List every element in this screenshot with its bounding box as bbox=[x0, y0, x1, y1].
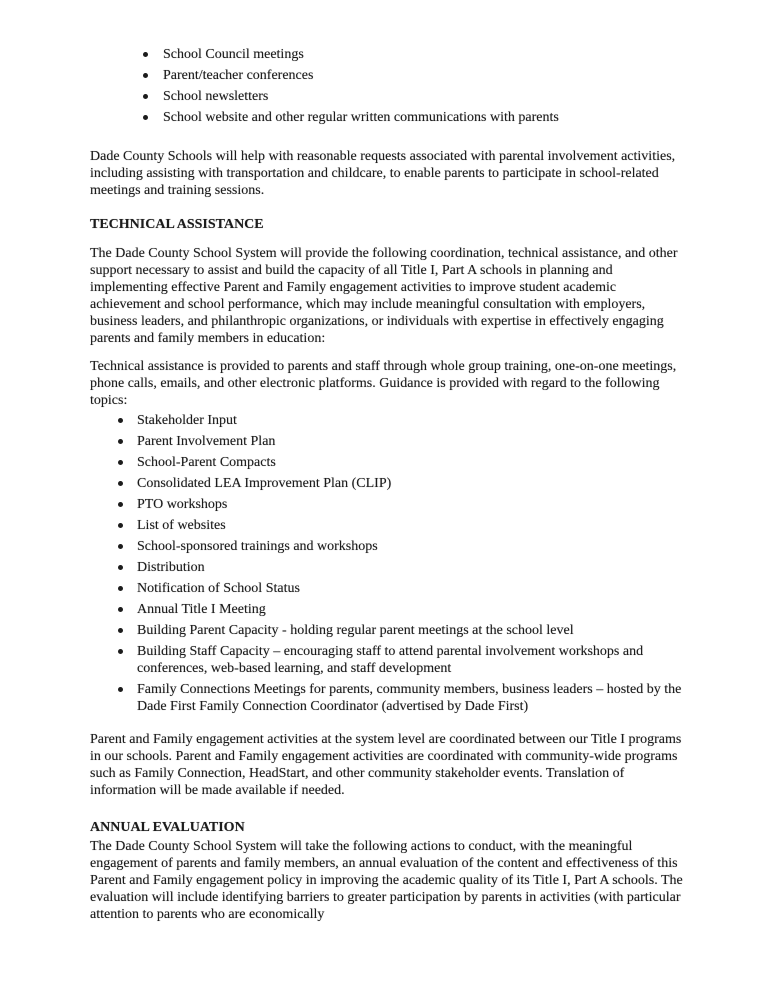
list-item: Parent Involvement Plan bbox=[90, 433, 685, 450]
document-content bbox=[90, 46, 685, 923]
paragraph-annual-evaluation-intro: The Dade County School System will take the following actions to conduct, with the meaningful engagement of parents and family members, an annual evaluation of the content and effectiveness of this Parent and Family engagement policy in improving the academic quality of its Title I, Part A schools. The evaluation will include identifying barriers to greater participation by parents in activities (with particular attention to parents who are economically bbox=[90, 839, 683, 922]
paragraph-assistance-requests: Dade County Schools will help with reasonable requests associated with parental involvement activities, including assisting with transportation and childcare, to enable parents to participate in school-related meetings and training sessions. bbox=[90, 149, 676, 198]
list-item: Family Connections Meetings for parents, community members, business leaders – hosted by the Dade First Family Connection Coordinator (advertised by Dade First) bbox=[90, 681, 685, 715]
list-item: PTO workshops bbox=[90, 496, 685, 513]
list-item: Parent/teacher conferences bbox=[90, 67, 685, 84]
list-item: School website and other regular written communications with parents bbox=[90, 109, 685, 126]
guidance-topics-list bbox=[90, 412, 685, 715]
list-item: Consolidated LEA Improvement Plan (CLIP) bbox=[90, 475, 685, 492]
list-item: Building Staff Capacity – encouraging staff to attend parental involvement workshops and conferences, web-based learning, and staff development bbox=[90, 643, 685, 677]
paragraph-coordination-support: The Dade County School System will provide the following coordination, technical assistance, and other support necessary to assist and build the capacity of all Title I, Part A schools in planning and implementing effective Parent and Family engagement activities to improve student academic achievement and school performance, which may include meaningful consultation with employers, business leaders, and philanthropic organizations, or individuals with expertise in effectively engaging parents and family members in education: bbox=[90, 246, 678, 346]
list-item: School-Parent Compacts bbox=[90, 454, 685, 471]
list-item: School-sponsored trainings and workshops bbox=[90, 538, 685, 555]
list-item: Notification of School Status bbox=[90, 580, 685, 597]
paragraph-system-coordination: Parent and Family engagement activities at the system level are coordinated between our Title I programs in our schools. Parent and Family engagement activities are coordinated with community-wide programs such as Family Connection, HeadStart, and other community stakeholder events. Translation of information will be made available if needed. bbox=[90, 732, 682, 798]
list-item: School newsletters bbox=[90, 88, 685, 105]
paragraph-technical-assistance-delivery: Technical assistance is provided to parents and staff through whole group training, one-on-one meetings, phone calls, emails, and other electronic platforms. Guidance is provided with regard to the following topics: bbox=[90, 359, 677, 408]
list-item: Distribution bbox=[90, 559, 685, 576]
list-item: School Council meetings bbox=[90, 46, 685, 63]
list-item: List of websites bbox=[90, 517, 685, 534]
list-item: Annual Title I Meeting bbox=[90, 601, 685, 618]
list-item: Stakeholder Input bbox=[90, 412, 685, 429]
heading-technical-assistance: TECHNICAL ASSISTANCE bbox=[90, 217, 264, 232]
heading-annual-evaluation: ANNUAL EVALUATION bbox=[90, 820, 245, 835]
communication-methods-list bbox=[90, 46, 685, 126]
list-item: Building Parent Capacity - holding regular parent meetings at the school level bbox=[90, 622, 685, 639]
